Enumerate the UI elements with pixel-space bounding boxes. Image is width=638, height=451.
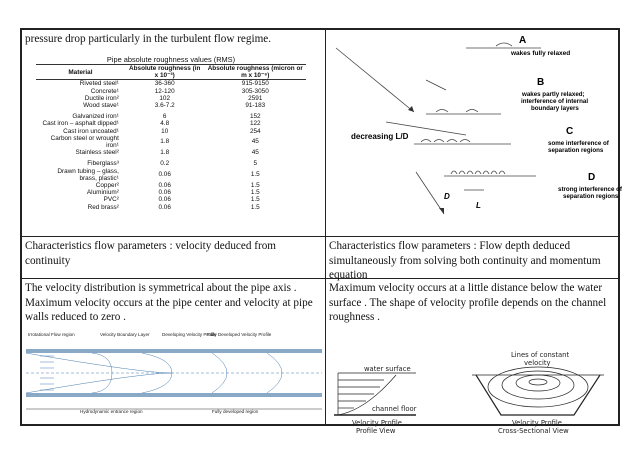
table-cell-micron: 91-183 xyxy=(245,102,266,110)
table-cell-micron: 2591 xyxy=(248,94,263,102)
table-row xyxy=(36,182,306,189)
arrow-head-icon xyxy=(408,106,414,112)
pipe-wall-top xyxy=(26,349,322,353)
table-cell-micron: 1.5 xyxy=(250,196,260,204)
channel-velocity-cell xyxy=(326,279,618,435)
header-material: Material xyxy=(36,65,125,80)
caption-c-2: separation regions xyxy=(548,147,604,154)
table-cell-material: Carbon steel or wrought iron¹ xyxy=(50,134,119,150)
table-row xyxy=(36,168,306,182)
profile-3 xyxy=(212,353,227,393)
table-row xyxy=(36,135,306,149)
table-row xyxy=(36,95,306,102)
channel-flow-params: Characteristics flow parameters : Flow depth deduced simultaneously from solving both continuity and momentum equation xyxy=(329,240,601,281)
table-cell-micron: 1.5 xyxy=(250,189,260,197)
table-cell-inch: 3.6-7.2 xyxy=(154,102,175,110)
table-cell-material: Stainless steel² xyxy=(75,149,119,157)
arrow-line-d xyxy=(416,172,444,214)
table-cell-material: Galvanized iron¹ xyxy=(72,113,119,121)
label-b: B xyxy=(537,77,545,88)
table-row xyxy=(36,149,306,156)
developed-region: Fully developed region xyxy=(212,409,259,414)
table-cell-micron: 122 xyxy=(249,120,261,128)
table-row xyxy=(36,88,306,95)
table-cell-micron: 45 xyxy=(251,138,259,146)
caption-d-2: separation regions xyxy=(563,193,619,200)
profile-title: Velocity Profile xyxy=(352,419,402,427)
channel-floor-label: channel floor xyxy=(372,405,417,413)
caption-b-1: wakes partly relaxed; xyxy=(522,91,585,98)
label-d: D xyxy=(588,172,596,183)
table-title: Pipe absolute roughness values (RMS) xyxy=(106,55,236,64)
caption-d-1: strong interference of xyxy=(558,186,622,193)
table-cell-material: Ductile iron² xyxy=(84,94,119,102)
table-row xyxy=(36,113,306,120)
label-irrotational: Irrotational Flow region xyxy=(28,332,75,337)
label-c: C xyxy=(566,126,574,137)
channel-velocity-diagram xyxy=(326,315,618,435)
header-micron: Absolute roughness (micron or m x 10⁻⁶) xyxy=(205,65,306,80)
table-cell-micron: 1.5 xyxy=(250,171,260,179)
profile-4 xyxy=(267,353,282,393)
pipe-entrance-diagram xyxy=(22,329,325,419)
dim-d: D xyxy=(444,192,450,201)
decreasing-ratio: decreasing L/D xyxy=(351,132,409,141)
arrow-line-a xyxy=(336,48,414,112)
table-cell-micron: 305-3050 xyxy=(241,87,269,95)
table-cell-micron: 5 xyxy=(253,160,258,168)
table-row xyxy=(36,80,306,88)
table-row xyxy=(36,160,306,167)
table-cell-inch: 0.06 xyxy=(158,196,171,204)
table-row xyxy=(36,120,306,127)
table-cell-material: Concrete¹ xyxy=(90,87,119,95)
table-cell-material: Aluminium² xyxy=(86,189,119,197)
pipe-wall-bottom xyxy=(26,393,322,397)
document-frame xyxy=(20,28,622,435)
table-cell-material: PVC² xyxy=(103,196,119,204)
table-cell-micron: 915-9150 xyxy=(241,80,269,88)
roughness-table-block xyxy=(36,55,306,211)
table-cell-material: Red brass² xyxy=(87,203,119,211)
table-cell-micron: 254 xyxy=(249,127,261,135)
table-cell-micron: 1.5 xyxy=(250,203,260,211)
table-cell-inch: 12-120 xyxy=(154,87,175,95)
table-cell-inch: 0.06 xyxy=(158,171,171,179)
table-cell-material: Drawn tubing – glass, brass, plastic¹ xyxy=(57,167,119,182)
wake-diagram-cell xyxy=(326,30,622,236)
table-cell-inch: 6 xyxy=(162,113,167,121)
table-cell-material: Wood stave¹ xyxy=(83,102,119,110)
roughness-cell xyxy=(22,30,325,236)
caption-b-3: boundary layers xyxy=(531,105,579,112)
header-inch: Absolute roughness (in x 10⁻³) xyxy=(125,65,205,80)
pipe-velocity-cell xyxy=(22,279,325,424)
pipe-velocity-text: The velocity distribution is symmetrical about the pipe axis . Maximum velocity occurs at the pipe center and velocity at pipe walls reduced to zero . xyxy=(25,282,313,323)
table-cell-inch: 10 xyxy=(161,127,169,135)
table-cell-micron: 1.5 xyxy=(250,182,260,190)
intro-text: pressure drop particularly in the turbulent flow regime. xyxy=(25,33,272,45)
cross-title: Velocity Profile xyxy=(512,419,562,427)
roughness-table xyxy=(36,64,306,211)
table-cell-micron: 45 xyxy=(251,149,259,157)
roughness-a1 xyxy=(496,43,512,46)
table-cell-inch: 4.8 xyxy=(160,120,170,128)
table-row xyxy=(36,204,306,211)
profile-subtitle: Profile View xyxy=(356,427,396,435)
table-cell-inch: 0.2 xyxy=(160,160,170,168)
table-cell-material: Copper² xyxy=(95,182,119,190)
isovel-title-1: Lines of constant xyxy=(511,351,570,359)
table-row xyxy=(36,196,306,203)
table-cell-inch: 102 xyxy=(159,94,171,102)
caption-a: wakes fully relaxed xyxy=(511,50,571,57)
table-cell-material: Cast iron – asphalt dipped¹ xyxy=(42,120,119,128)
isovel-title-2: velocity xyxy=(524,359,551,367)
label-developed: Fully Developed Velocity Profile xyxy=(207,332,272,337)
table-cell-inch: 1.8 xyxy=(160,149,170,157)
table-cell-material: Riveted steel¹ xyxy=(79,80,119,88)
channel-section xyxy=(476,375,600,415)
table-row xyxy=(36,102,306,109)
table-row xyxy=(36,128,306,135)
cross-subtitle: Cross-Sectional View xyxy=(498,427,569,435)
table-cell-inch: 0.06 xyxy=(158,182,171,190)
label-a: A xyxy=(519,35,527,46)
caption-b-2: interference of internal xyxy=(521,98,589,105)
dim-l: L xyxy=(476,201,481,210)
label-developing: Developing Velocity Profile xyxy=(162,332,217,337)
table-cell-material: Cast iron uncoated¹ xyxy=(63,127,119,135)
table-cell-inch: 0.06 xyxy=(158,203,171,211)
table-cell-inch: 36-360 xyxy=(154,80,175,88)
label-boundary-layer: Velocity Boundary Layer xyxy=(100,332,150,337)
caption-c-1: some interference of xyxy=(548,140,609,147)
table-row xyxy=(36,189,306,196)
channel-velocity-text: Maximum velocity occurs at a little distance below the water surface . The shape of velocity profile depends on the channel roughness . xyxy=(329,282,607,323)
entrance-region: Hydrodynamic entrance region xyxy=(80,409,143,414)
wake-interference-diagram xyxy=(326,30,622,236)
pipe-flow-params: Characteristics flow parameters : velocity deduced from continuity xyxy=(25,240,276,267)
table-cell-inch: 1.8 xyxy=(160,138,170,146)
table-cell-inch: 0.06 xyxy=(158,189,171,197)
table-cell-material: Fiberglass³ xyxy=(87,160,119,168)
table-cell-micron: 152 xyxy=(249,113,261,121)
water-surface-label: water surface xyxy=(364,365,411,373)
